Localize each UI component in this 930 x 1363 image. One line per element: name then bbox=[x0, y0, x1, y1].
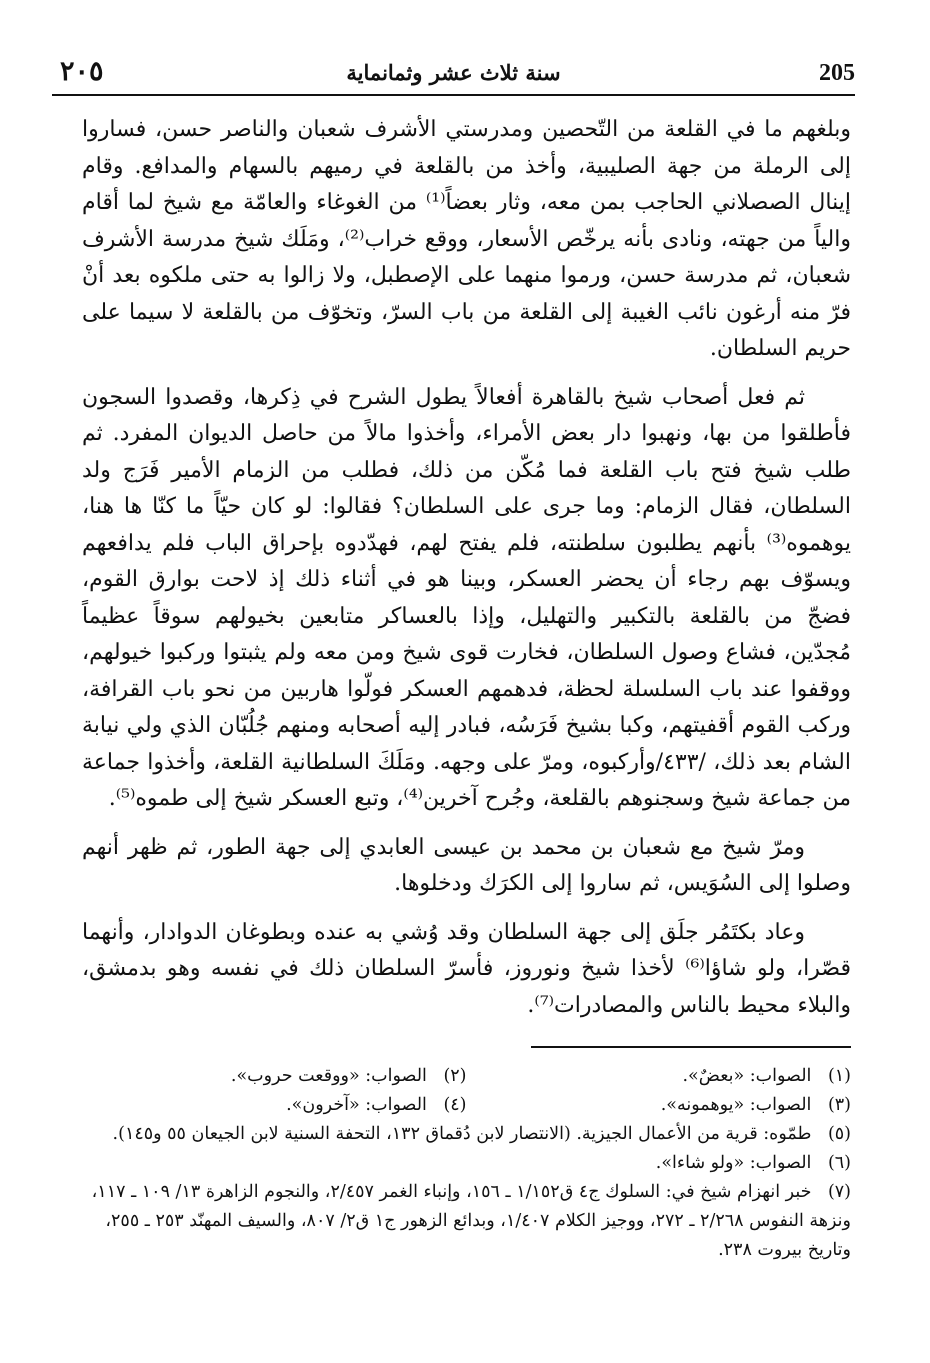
footnote-text: الصواب: «ولو شاءا». bbox=[655, 1153, 812, 1173]
footnote-5 bbox=[82, 1120, 851, 1149]
footnote-row bbox=[82, 1091, 851, 1120]
footnote-number: (٧) bbox=[827, 1182, 851, 1202]
page-header bbox=[52, 56, 855, 96]
running-title: سنة ثلاث عشر وثمانماية bbox=[346, 60, 561, 85]
footnote-number: (٣) bbox=[827, 1095, 851, 1115]
footnote-row bbox=[82, 1178, 851, 1265]
paragraph-3: ومرّ شيخ مع شعبان بن محمد بن عيسى العابدي إلى جهة الطور، ثم ظهر أنهم وصلوا إلى السُوَيس، ثم ساروا إلى الكرَك ودخلوها. bbox=[82, 834, 851, 896]
footnote-number: (٤) bbox=[443, 1095, 467, 1115]
footnote-text: خبر انهزام شيخ في: السلوك ج٤ ق١/١٥٢ ـ ١٥٦، وإنباء الغمر ٢/٤٥٧، والنجوم الزاهرة ١٣/ ١٠٩ ـ ١١٧، ونزهة النفوس ٢/٢٦٨ ـ ٢٧٢، ووجيز الكلام ١/٤٠٧، وبدائع الزهور ج١ ق٢/ ٨٠٧، والسيف المهنّد ٢٥٣ ـ ٢٥٥، وتاريخ بيروت ٢٣٨. bbox=[91, 1182, 851, 1260]
page-number-latin: 205 bbox=[819, 60, 855, 86]
footnote-number: (٥) bbox=[827, 1124, 851, 1144]
footnote-text: الصواب: «ووقعت حروب». bbox=[230, 1066, 427, 1086]
footnote-row bbox=[82, 1149, 851, 1178]
footnote-2 bbox=[82, 1062, 467, 1091]
footnote-text: الصواب: «بعضٌ». bbox=[682, 1066, 812, 1086]
main-text bbox=[82, 112, 851, 1036]
footnote-row bbox=[82, 1120, 851, 1149]
footnote-number: (٦) bbox=[827, 1153, 851, 1173]
page-number-arabic: ٢٠٥ bbox=[60, 56, 104, 87]
paragraph-1: وبلغهم ما في القلعة من التّحصين ومدرستي الأشرف شعبان والناصر حسن، فساروا إلى الرملة من جهة الصليبية، وأخذ من بالقلعة في رميهم بالسهام والمدافع. وقام إينال الصصلاني الحاجب بمن معه، وثار بعضاً⁽¹⁾ من الغوغاء والعامّة مع شيخ لما أقام والياً من جهته، ونادى بأنه يرخّص الأسعار، ووقع خراب⁽²⁾، ومَلَك شيخ مدرسة الأشرف شعبان، ثم مدرسة حسن، ورموا منهما على الإصطبل، ولا زالوا به حتى ملكوه بعد أنْ فرّ منه أرغون نائب الغيبة إلى القلعة من باب السرّ، وتخوّف من بالقلعة لا سيما على حريم السلطان. bbox=[82, 117, 851, 361]
footnote-6 bbox=[82, 1149, 851, 1178]
header-rule bbox=[52, 94, 855, 96]
footnote-1 bbox=[467, 1062, 852, 1091]
footnote-row bbox=[82, 1062, 851, 1091]
footnote-rule bbox=[531, 1046, 851, 1048]
footnote-4 bbox=[82, 1091, 467, 1120]
footnote-number: (٢) bbox=[443, 1066, 467, 1086]
footnote-text: الصواب: «يوهمونه». bbox=[660, 1095, 812, 1115]
footnotes bbox=[82, 1062, 851, 1265]
footnote-number: (١) bbox=[827, 1066, 851, 1086]
footnote-text: طمّوه: قرية من الأعمال الجيزية. (الانتصار لابن دُقماق ١٣٢، التحفة السنية لابن الجيعان ٥٥ و١٤٥). bbox=[112, 1124, 812, 1144]
footnote-text: الصواب: «آخرون». bbox=[286, 1095, 427, 1115]
footnote-3 bbox=[467, 1091, 852, 1120]
paragraph-4: وعاد بكتَمُر جلَق إلى جهة السلطان وقد وُشي به عنده وبطوغان الدوادار، وأنهما قصّرا، ولو شاؤا⁽⁶⁾ لأخذا شيخ ونوروز، فأسرّ السلطان ذلك في نفسه وهو بدمشق، والبلاء محيط بالناس والمصادرات⁽⁷⁾. bbox=[82, 919, 851, 1018]
paragraph-2: ثم فعل أصحاب شيخ بالقاهرة أفعالاً يطول الشرح في ذِكرها، وقصدوا السجون فأطلقوا من بها، ونهبوا دار بعض الأمراء، وأخذوا مالاً من حاصل الديوان المفرد. ثم طلب شيخ فتح باب القلعة فما مُكّن من ذلك، فطلب من الزمام الأمير فَرَج ولد السلطان، فقال الزمام: وما جرى على السلطان؟ فقالوا: لو كان حيّاً ما كنّا ها هنا، يوهموه⁽³⁾ بأنهم يطلبون سلطنته، فلم يفتح لهم، فهدّدوه بإحراق الباب فلم يدافعهم ويسوّف بهم رجاء أن يحضر العسكر، وبينا هو في أثناء ذلك إذ لاحت بوارق القوم، فضجّ من بالقلعة بالتكبير والتهليل، وإذا بالعساكر متابعين بخيولهم سوقاً عظيماً مُجدّين، فشاع وصول السلطان، فخارت قوى شيخ ومن معه ولم يثبتوا وركبوا خيولهم، ووقفوا عند باب السلسلة لحظة، فدهمهم العسكر فولّوا هاربين من نحو باب القرافة، وركب القوم أقفيتهم، وكبا بشيخ فَرَسُه، فبادر إليه أصحابه ومنهم جُلُبّان الذي ولي نيابة الشام بعد ذلك، /٤٣٣/وأركبوه، ومرّ على وجهه. ومَلَكَ السلطانية القلعة، وأخذوا جماعة من جماعة شيخ وسجنوهم بالقلعة، وجُرح آخرين⁽⁴⁾، وتبع العسكر شيخ إلى طموه⁽⁵⁾. bbox=[82, 384, 851, 811]
footnote-7 bbox=[82, 1178, 851, 1265]
